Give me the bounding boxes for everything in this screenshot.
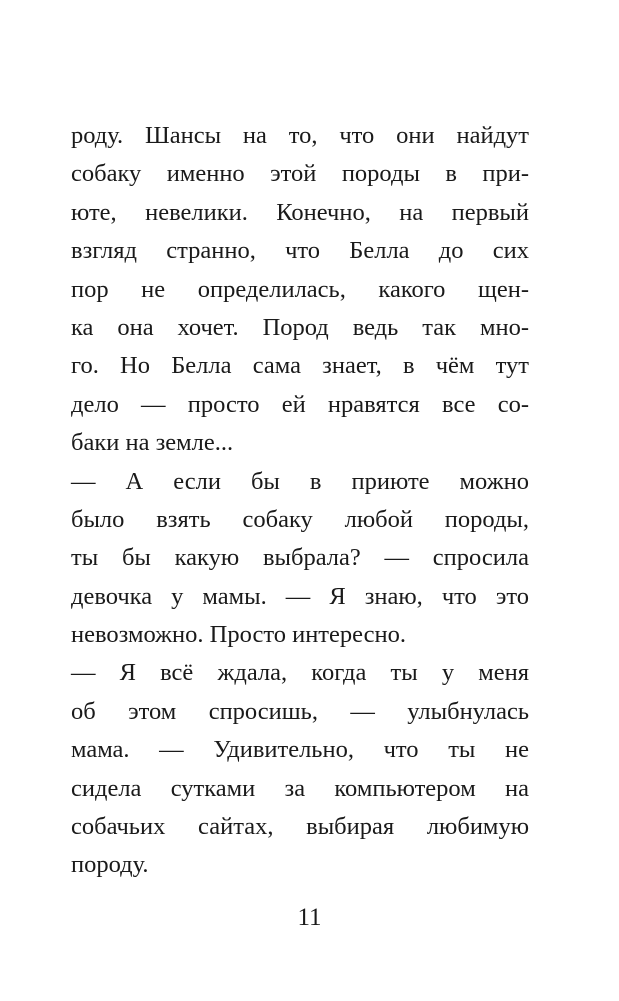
text-line: сидела сутками за компьютером на: [71, 774, 529, 802]
text-line: — Я всё ждала, когда ты у меня: [71, 659, 529, 687]
text-line: девочка у мамы. — Я знаю, что это: [71, 582, 529, 610]
text-line: собачьих сайтах, выбирая любимую: [71, 813, 529, 841]
page-number: 11: [297, 904, 322, 931]
text-line: дело — просто ей нравятся все со-: [71, 390, 529, 418]
text-line: собаку именно этой породы в при-: [71, 160, 529, 188]
text-line: ты бы какую выбрала? — спросила: [71, 544, 529, 572]
text-line: роду. Шансы на то, что они найдут: [71, 122, 529, 149]
text-line: мама. — Удивительно, что ты не: [71, 736, 529, 764]
text-line: было взять собаку любой породы,: [71, 505, 529, 533]
text-line: взгляд странно, что Белла до сих: [71, 237, 529, 265]
text-line: породу.: [71, 851, 149, 879]
text-line: об этом спросишь, — улыбнулась: [71, 697, 529, 725]
paragraph-2: [71, 463, 529, 655]
paragraph-1: [71, 117, 529, 463]
text-line: — А если бы в приюте можно: [71, 467, 529, 495]
text-line: невозможно. Просто интересно.: [71, 621, 406, 649]
text-line: юте, невелики. Конечно, на первый: [71, 198, 529, 226]
text-line: го. Но Белла сама знает, в чём тут: [71, 352, 529, 380]
body-text: [71, 117, 529, 885]
text-line: ка она хочет. Пород ведь так мно-: [71, 313, 529, 341]
text-line: баки на земле...: [71, 429, 234, 457]
text-line: пор не определилась, какого щен-: [71, 275, 529, 303]
paragraph-3: [71, 654, 529, 884]
